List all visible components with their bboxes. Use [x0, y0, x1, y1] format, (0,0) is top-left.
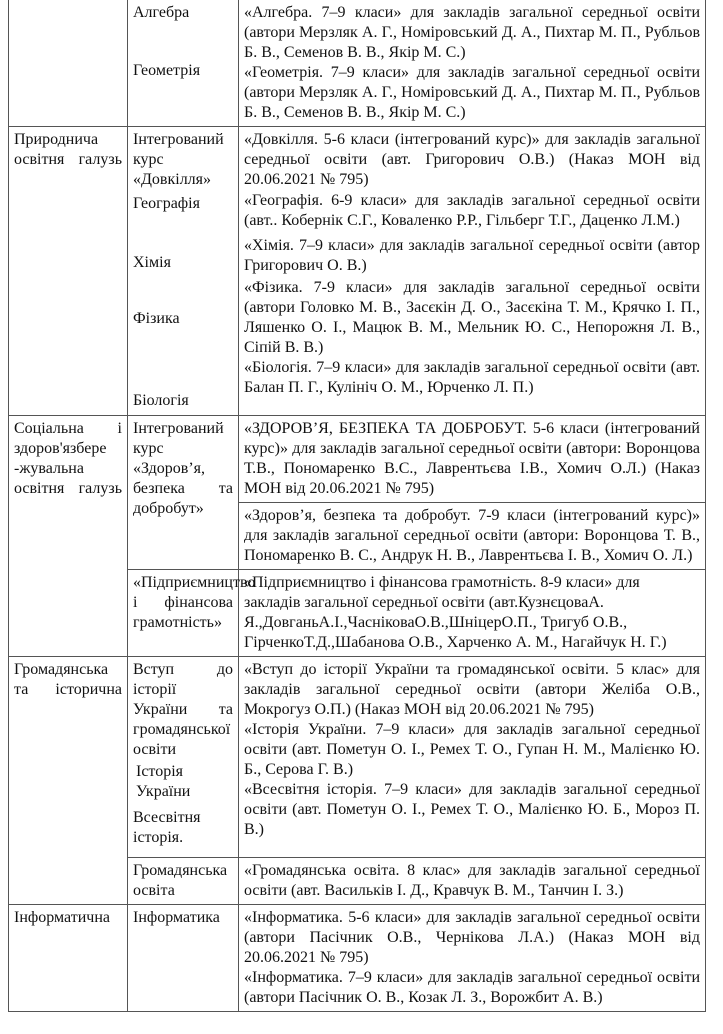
textbook-informatics-5-6: «Інформатика. 5-6 класи» для закладів загальної середньої освіти (автори Пасічник О.В., Чернікова Л.А.) (Наказ МОН від 20.06.2021 № 795): [244, 909, 700, 966]
subject-dovkillia: Інтегрований курс «Довкілля»: [133, 131, 224, 188]
textbooks-informatics-cell: [239, 905, 706, 1012]
textbooks-civic-cell: [239, 657, 706, 858]
textbooks-natural-cell: [239, 127, 706, 416]
subject-physics: Фізика: [133, 310, 180, 327]
subject-biology: Біологія: [133, 392, 189, 409]
textbook-algebra: «Алгебра. 7–9 класи» для закладів загальної середньої освіти (автори Мерзляк А. Г., Номіровський Д. А., Пихтар М. П., Рубльов Б. В., Семенов В. В., Якір М. С.): [244, 4, 700, 61]
subjects-natural-cell: [128, 127, 239, 416]
row-informatics: [9, 905, 706, 1012]
subjects-math-cell: [128, 0, 239, 127]
textbook-geography: «Географія. 6-9 класи» для закладів загальної середньої освіти (авт.. Кобернік С.Г., Коваленко Р.Р., Гільберг Т.Г., Даценко Л.М.): [244, 192, 700, 229]
row-civic: [9, 657, 706, 858]
subject-geometry: Геометрія: [133, 62, 201, 79]
subject-world-history: Всесвітня історія.: [133, 809, 201, 846]
subject-geography: Географія: [133, 195, 200, 212]
textbook-biology: «Біологія. 7–9 класи» для закладів загальної середньої освіти (авт. Балан П. Г., Кулініч О. М., Юрченко Л. П.): [244, 359, 700, 396]
subject-health: Інтегрований курс «Здоров’я, безпека та добробут»: [128, 416, 239, 570]
subjects-civic-cell: [128, 657, 239, 858]
subject-chemistry: Хімія: [133, 254, 171, 271]
textbook-chemistry: «Хімія. 7–9 класи» для закладів загальної середньої освіти (автор Григорович О. В.): [244, 237, 700, 274]
subject-algebra: Алгебра: [133, 4, 190, 21]
textbook-civic-education: «Громадянська освіта. 8 клас» для закладів загальної середньої освіти (авт. Васильків І. Д., Кравчук В. М., Танчин І. З.): [239, 858, 706, 905]
textbook-history-ukraine: «Історія України. 7–9 класи» для закладів загальної середньої освіти (авт. Пометун О. І., Ремех Т. О., Гупан Н. М., Малієнко Ю. Б., Серова Г. В.): [244, 721, 700, 778]
area-social: Соціальна і здоров'язбере -жувальна освітня галузь: [9, 416, 128, 657]
textbook-physics: «Фізика. 7-9 класи» для закладів загальної середньої освіти (автори Головко М. В., Засєкін Д. О., Засєкіна Т. М., Крячко І. П., Ляшенко О. І., Мацюк В. М., Мельник Ю. С., Непорожня Л. В., Сіпій В. В.): [244, 279, 700, 356]
row-social: [9, 416, 706, 503]
subject-civic-education: Громадянська освіта: [128, 858, 239, 905]
area-informatics: Інформатична: [9, 905, 128, 1012]
area-civic: Громадянська та історична: [9, 657, 128, 905]
textbook-world-history: «Всесвітня історія. 7–9 класи» для закладів загальної середньої освіти (авт. Пометун О. І., Ремех Т. О., Малієнко Ю. Б., Мороз П. В.): [244, 781, 700, 838]
row-natural: [9, 127, 706, 416]
subject-history-ukraine: Історія України: [136, 763, 191, 800]
textbook-health-5-6: «ЗДОРОВ’Я, БЕЗПЕКА ТА ДОБРОБУТ. 5-6 класи (інтегрований курс)» для закладів загальної середньої освіти (автори: Воронцова Т.В., Пономаренко В.С., Лаврентьєва І.В., Хомич О.Л.) (Наказ МОН від 20.06.2021 № 795): [239, 416, 706, 503]
area-math-cell: [9, 0, 128, 127]
textbooks-math-cell: [239, 0, 706, 127]
textbook-dovkillia: «Довкілля. 5-6 класи (інтегрований курс)» для закладів загальної середньої освіти (авт. Григорович О.В.) (Наказ МОН від 20.06.2021 № 795): [244, 131, 700, 188]
subject-informatics: Інформатика: [128, 905, 239, 1012]
subject-entrepreneurship: «Підприємництво і фінансова грамотність»: [128, 570, 239, 657]
textbook-informatics-7-9: «Інформатика. 7–9 класи» для закладів загальної середньої освіти (автори Пасічник О. В., Козак Л. З., Ворожбит А. В.): [244, 969, 700, 1006]
subject-intro-history: Вступ до історії України та громадянської освіти: [133, 661, 233, 758]
curriculum-table: [8, 0, 706, 1012]
textbook-health-7-9: «Здоров’я, безпека та добробут. 7-9 класи (інтегрований курс)» для закладів загальної середньої освіти (автори: Воронцова Т. В., Пономаренко В. С., Андрук Н. В., Лаврентьєва І. В., Хомич О. Л.): [239, 503, 706, 570]
textbook-entrepreneurship: «Підприємництво і фінансова грамотність. 8-9 класи» для закладів загальної середньої освіти (авт.КузнєцоваА. Я.,ДовганьА.І.,ЧасніковаО.В.,ШніцерО.П., Тригуб О.В., ГірченкоТ.Д.,Шабанова О.В., Харченко А. М., Нагайчук Н. Г.): [239, 570, 706, 657]
textbook-intro-history: «Вступ до історії України та громадянської освіти. 5 клас» для закладів загальної середньої освіти (автори Желіба О.В., Мокрогуз О.П.) (Наказ МОН від 20.06.2021 № 795): [244, 661, 700, 718]
area-natural: Природнича освітня галузь: [9, 127, 128, 416]
textbook-geometry: «Геометрія. 7–9 класи» для закладів загальної середньої освіти (автори Мерзляк А. Г., Номіровський Д. А., Пихтар М. П., Рубльов Б. В., Семенов В. В., Якір М. С.): [244, 64, 700, 121]
row-math: [9, 0, 706, 127]
